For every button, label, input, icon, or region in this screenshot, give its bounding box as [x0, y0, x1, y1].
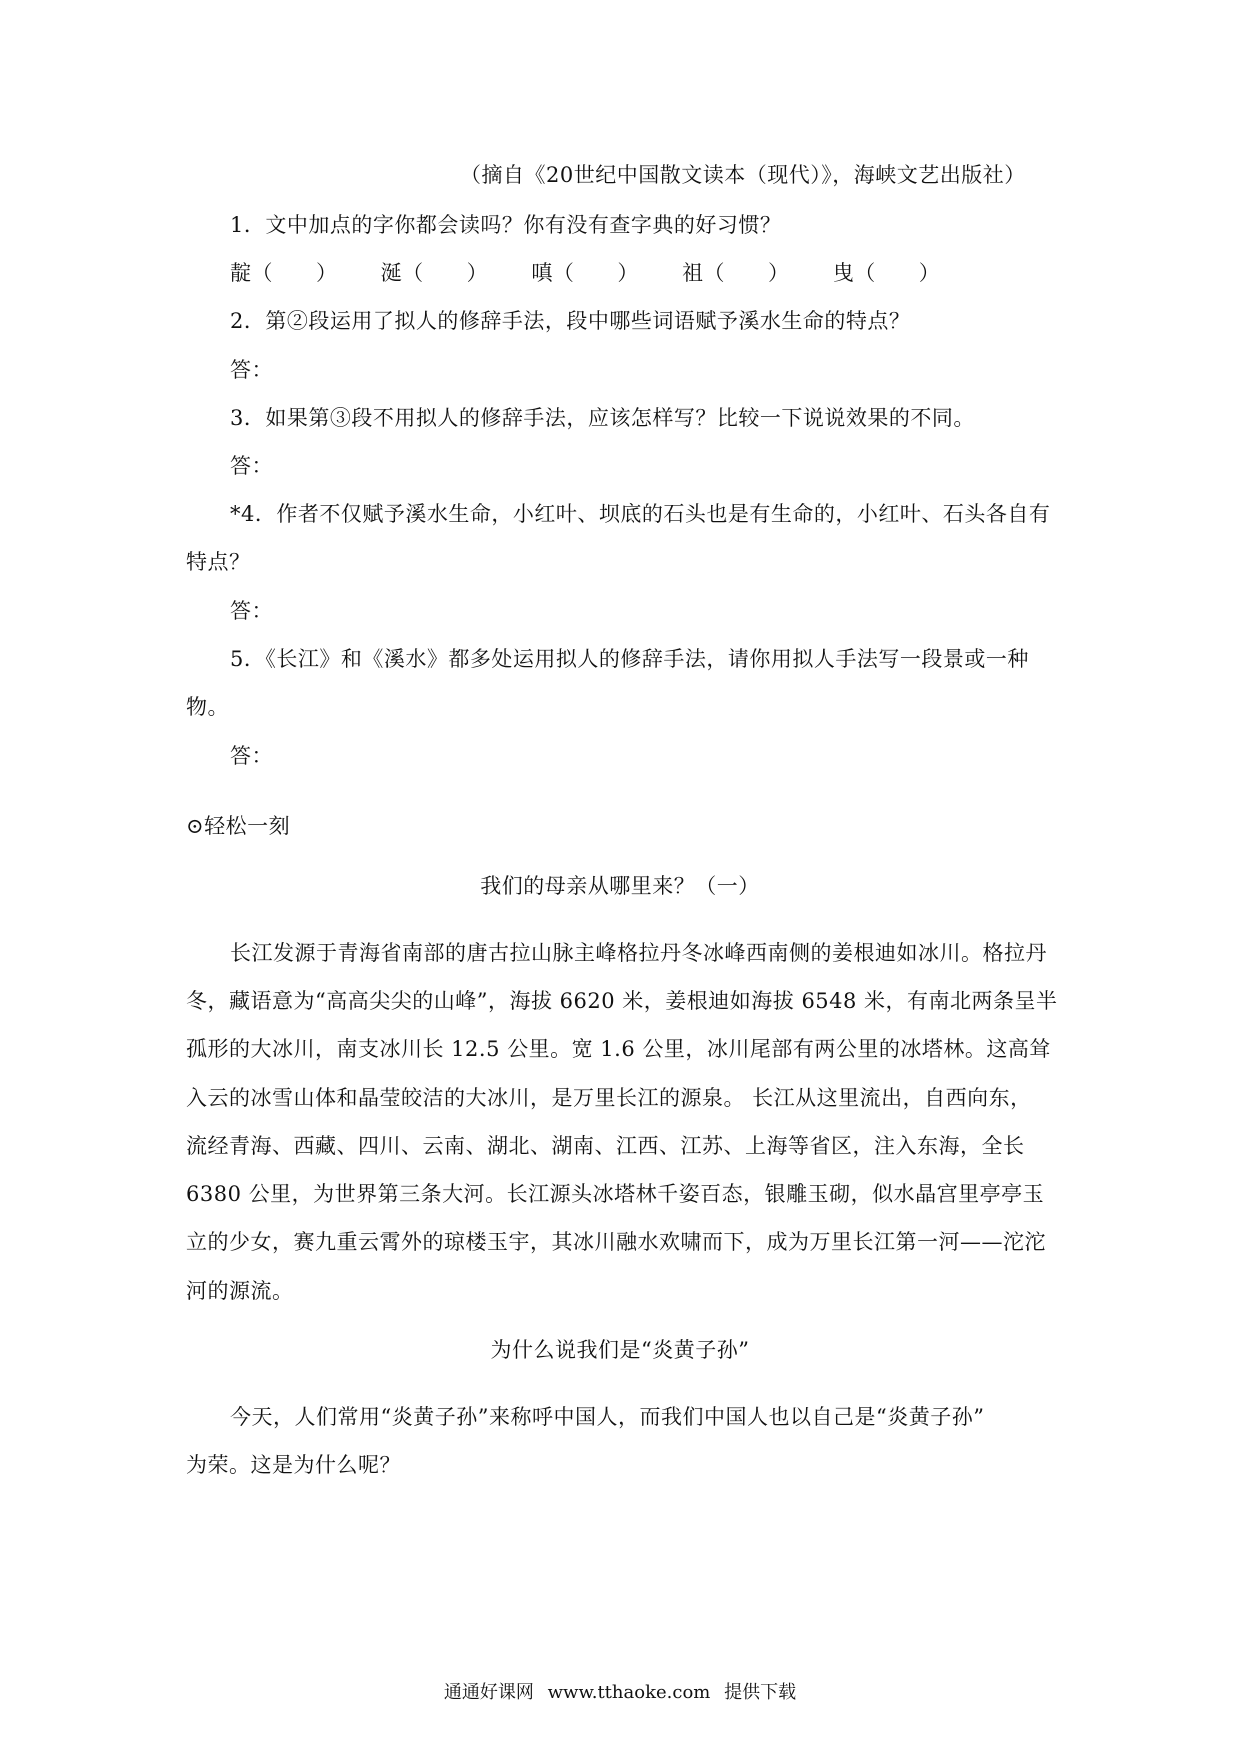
article-2-line: 今天，人们常用“炎黄子孙”来称呼中国人，而我们中国人也以自己是“炎黄子孙” — [230, 1405, 985, 1429]
answer-2: 答： — [230, 358, 273, 382]
question-1-characters — [230, 258, 976, 288]
article-1-line: 入云的冰雪山体和晶莹皎洁的大冰川，是万里长江的源泉。 长江从这里流出，自西向东， — [186, 1086, 1032, 1110]
article-1-line: 立的少女，赛九重云霄外的琼楼玉宇，其冰川融水欢啸而下，成为万里长江第一河——沱沱 — [186, 1230, 1046, 1254]
article-1-line: 流经青海、西藏、四川、云南、湖北、湖南、江西、江苏、上海等省区，注入东海，全长 — [186, 1134, 1025, 1158]
page-footer — [0, 1680, 1240, 1706]
article-1-line: 6380 公里，为世界第三条大河。长江源头冰塔林千姿百态，银雕玉砌，似水晶宫里亭亭玉 — [186, 1182, 1045, 1206]
article-1-line: 孤形的大冰川，南支冰川长 12.5 公里。宽 1.6 公里，冰川尾部有两公里的冰塔林。这高耸 — [186, 1037, 1051, 1061]
char-item: 祖（ ） — [682, 261, 790, 285]
article-2-line: 为荣。这是为什么呢？ — [186, 1453, 401, 1477]
answer-3: 答： — [230, 454, 273, 478]
source-citation: （摘自《20世纪中国散文读本（现代）》，海峡文艺出版社） — [460, 163, 1026, 187]
article-1-line: 长江发源于青海省南部的唐古拉山脉主峰格拉丹冬冰峰西南侧的姜根迪如冰川。格拉丹 — [230, 941, 1047, 965]
question-3: 3．如果第③段不用拟人的修辞手法，应该怎样写？比较一下说说效果的不同。 — [230, 406, 975, 430]
question-5-line-2: 物。 — [186, 695, 229, 719]
char-item: 靛（ ） — [230, 261, 338, 285]
footer-url[interactable]: www.tthaoke.com — [547, 1682, 711, 1703]
footer-suffix: 提供下载 — [724, 1682, 797, 1703]
answer-4: 答： — [230, 599, 273, 623]
question-1: 1．文中加点的字你都会读吗？你有没有查字典的好习惯？ — [230, 213, 782, 237]
answer-5: 答： — [230, 744, 273, 768]
article-2-title: 为什么说我们是“炎黄子孙” — [490, 1338, 750, 1362]
question-2: 2．第②段运用了拟人的修辞手法，段中哪些词语赋予溪水生命的特点？ — [230, 309, 911, 333]
article-1-title: 我们的母亲从哪里来？（一） — [480, 874, 760, 898]
article-1-line: 河的源流。 — [186, 1279, 294, 1303]
footer-site-name: 通通好课网 — [443, 1682, 534, 1703]
question-5-line-1: 5．《长江》和《溪水》都多处运用拟人的修辞手法，请你用拟人手法写一段景或一种 — [230, 647, 1029, 671]
question-4-line-2: 特点？ — [186, 550, 251, 574]
char-item: 曳（ ） — [832, 261, 941, 285]
char-item: 涎（ ） — [380, 261, 489, 285]
char-item: 嗔（ ） — [531, 261, 639, 285]
section-heading: ⊙轻松一刻 — [186, 814, 291, 838]
question-4-line-1: *4．作者不仅赋予溪水生命，小红叶、坝底的石头也是有生命的，小红叶、石头各自有 — [230, 502, 1051, 526]
article-1-line: 冬，藏语意为“高高尖尖的山峰”，海拔 6620 米，姜根迪如海拔 6548 米，有南北两条呈半 — [186, 989, 1058, 1013]
